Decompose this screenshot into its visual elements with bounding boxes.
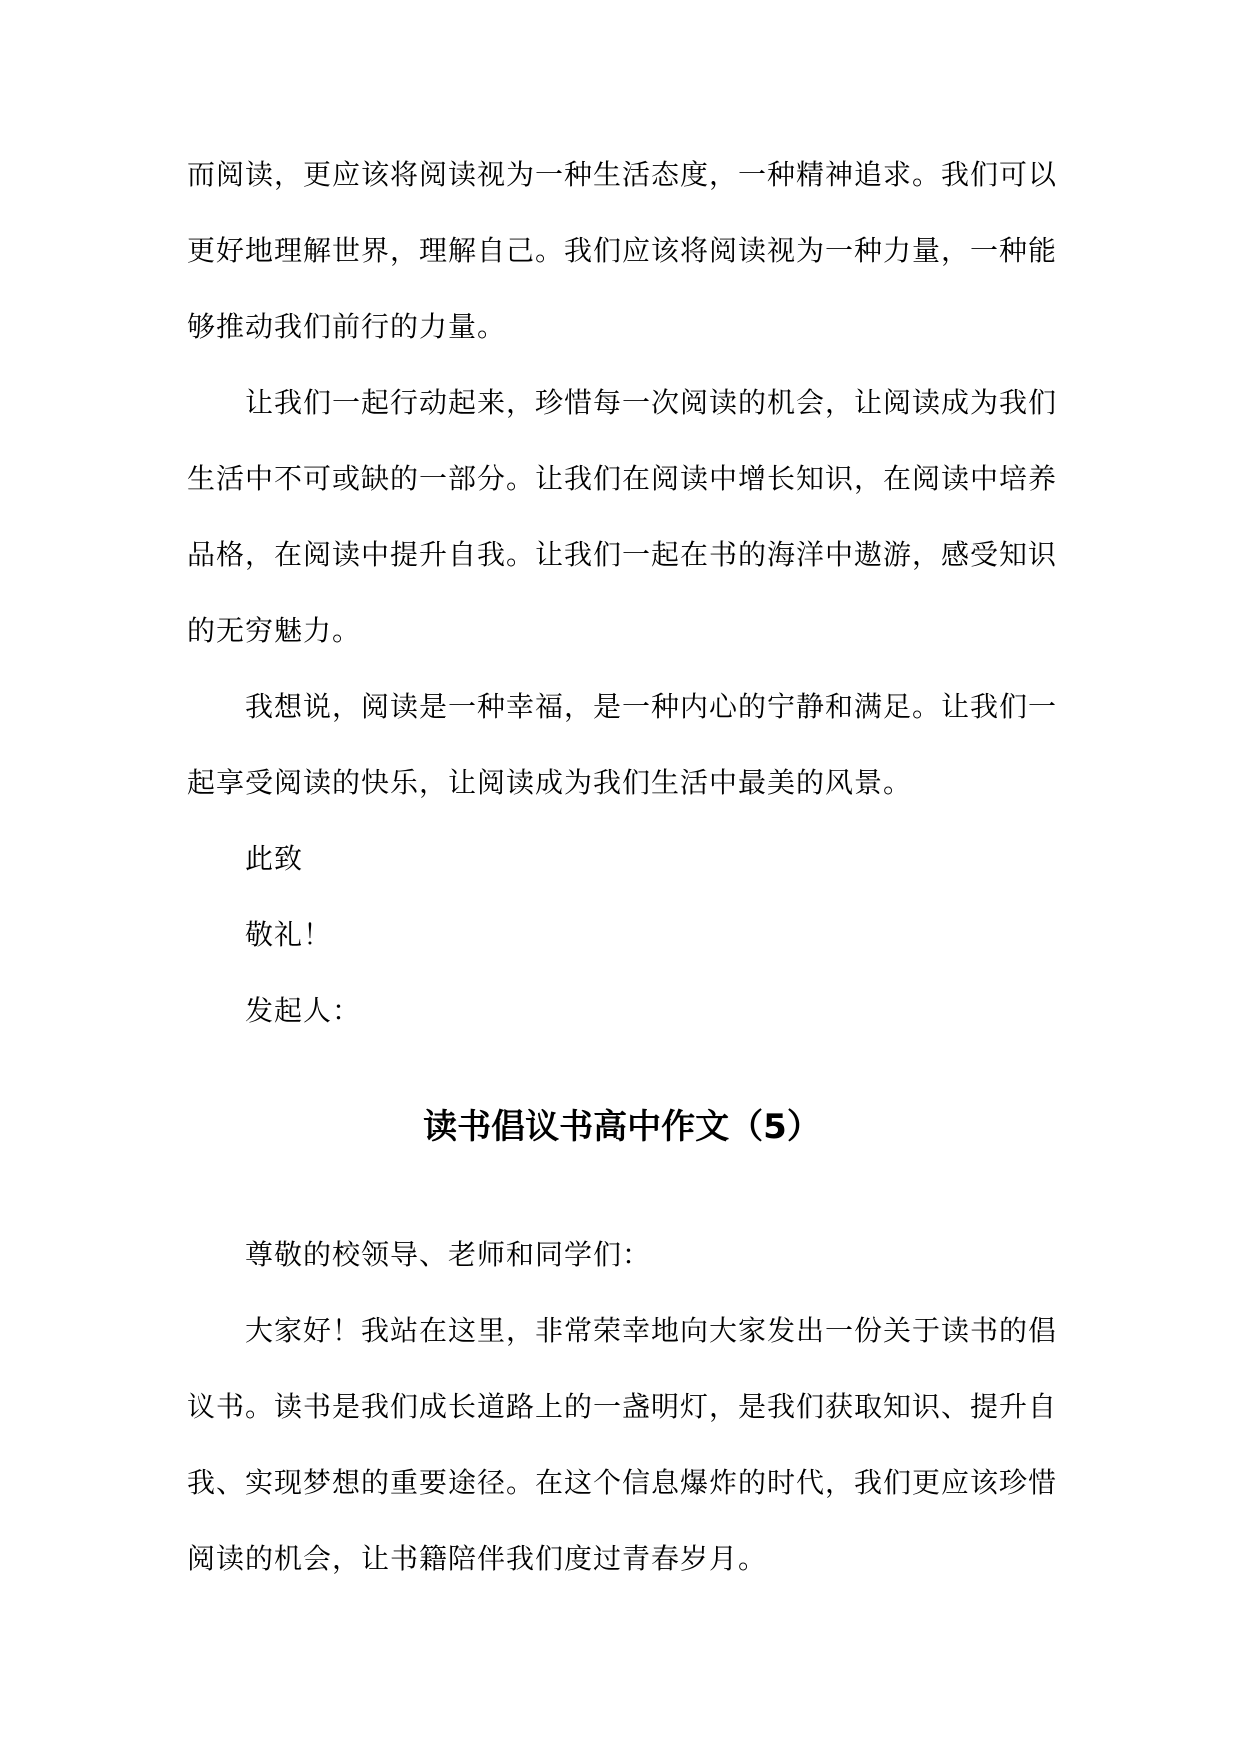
closing-salutation: 此致 [245, 842, 304, 875]
paragraph-introduction: 大家好！我站在这里，非常荣幸地向大家发出一份关于读书的倡议书。读书是我们成长道路上的一盏明灯，是我们获取知识、提升自我、实现梦想的重要途径。在这个信息爆炸的时代，我们更应该珍惜阅读的机会，让书籍陪伴我们度过青春岁月。 [187, 1314, 1058, 1575]
paragraph-reading-attitude: 而阅读，更应该将阅读视为一种生活态度，一种精神追求。我们可以更好地理解世界，理解自己。我们应该将阅读视为一种力量，一种能够推动我们前行的力量。 [187, 158, 1058, 343]
paragraph-take-action: 让我们一起行动起来，珍惜每一次阅读的机会，让阅读成为我们生活中不可或缺的一部分。让我们在阅读中增长知识，在阅读中培养品格，在阅读中提升自我。让我们一起在书的海洋中遨游，感受知识的无穷魅力。 [187, 386, 1058, 647]
greeting-line: 尊敬的校领导、老师和同学们： [245, 1238, 652, 1271]
paragraph-reading-happiness: 我想说，阅读是一种幸福，是一种内心的宁静和满足。让我们一起享受阅读的快乐，让阅读成为我们生活中最美的风景。 [187, 690, 1058, 799]
signature-line: 发起人： [245, 994, 362, 1027]
closing-regards: 敬礼！ [245, 918, 333, 951]
document-content [187, 137, 1057, 1597]
essay-title: 读书倡议书高中作文（5） [423, 1107, 821, 1147]
